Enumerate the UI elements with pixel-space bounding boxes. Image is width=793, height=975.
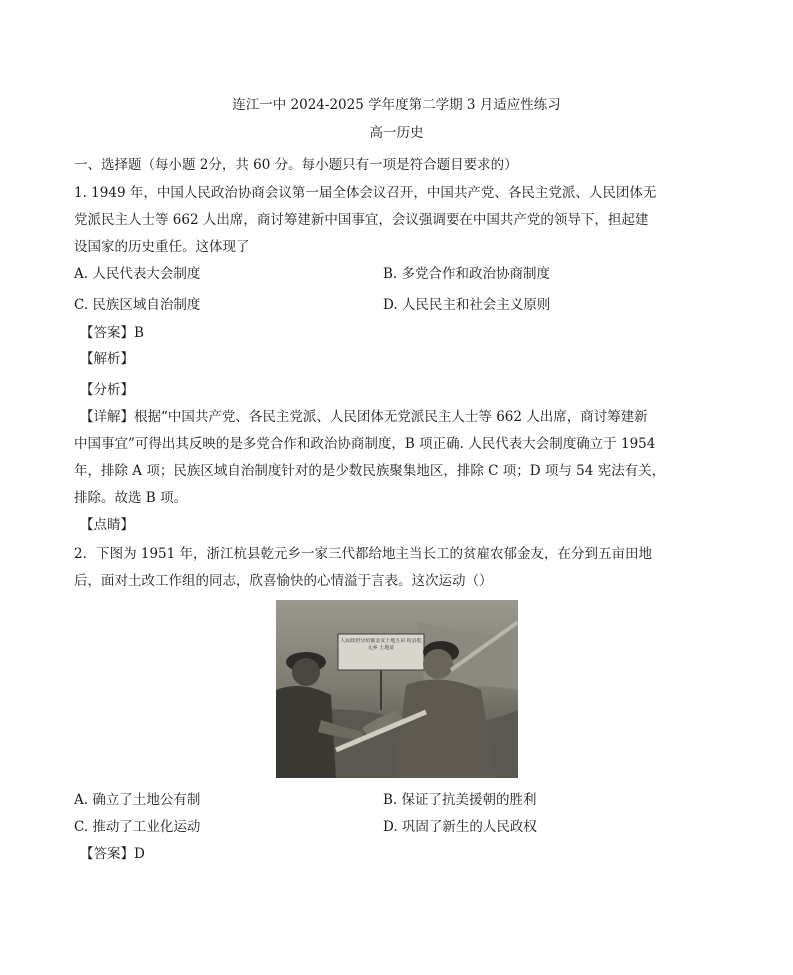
q1-detail-line-2: 中国事宜”可得出其反映的是多党合作和政治协商制度，B 项正确. 人民代表大会制度确立于 1954 xyxy=(74,436,656,452)
section-heading: 一、选择题（每小题 2分，共 60 分。每小题只有一项是符合题目要求的） xyxy=(74,157,518,173)
q2-option-c: C. 推动了工业化运动 xyxy=(74,819,201,835)
q1-option-c: C. 民族区域自治制度 xyxy=(74,297,201,313)
q1-line-2: 党派民主人士等 662 人出席，商讨筹建新中国事宜，会议强调要在中国共产党的领导下，担起建 xyxy=(74,212,649,228)
q1-option-b: B. 多党合作和政治协商制度 xyxy=(383,266,551,282)
photo-illustration xyxy=(276,600,518,778)
q1-line-3: 设国家的历史重任。这体现了 xyxy=(74,239,250,255)
q1-detail-line-4: 排除。故选 B 项。 xyxy=(74,490,188,506)
q1-option-d: D. 人民民主和社会主义原则 xyxy=(383,297,551,313)
q1-fenxi-label: 【分析】 xyxy=(80,382,134,398)
q1-option-a: A. 人民代表大会制度 xyxy=(74,266,201,282)
document-title: 连江一中 2024-2025 学年度第二学期 3 月适应性练习 xyxy=(232,97,561,113)
q1-answer: 【答案】B xyxy=(80,325,144,341)
q1-line-1: 1. 1949 年，中国人民政治协商会议第一届全体会议召开，中国共产党、各民主党派、人民团体无 xyxy=(74,185,657,201)
document-subject: 高一历史 xyxy=(369,125,424,141)
q2-answer: 【答案】D xyxy=(80,846,145,862)
photo-sign-text: 人民政府分给郁金友土地五亩 杭县乾元乡 土地证 xyxy=(340,638,422,651)
q1-dianjing-label: 【点睛】 xyxy=(80,517,134,533)
q2-line-1: 2．下图为 1951 年，浙江杭县乾元乡一家三代都给地主当长工的贫雇农郁金友，在分到五亩田地 xyxy=(74,546,653,562)
q2-option-d: D. 巩固了新生的人民政权 xyxy=(383,819,537,835)
q2-option-b: B. 保证了抗美援朝的胜利 xyxy=(383,792,537,808)
q1-analysis-label: 【解析】 xyxy=(80,351,134,367)
q2-line-2: 后，面对土改工作组的同志，欣喜愉快的心情溢于言表。这次运动（） xyxy=(74,573,493,589)
q1-detail-line-1: 【详解】根据“中国共产党、各民主党派、人民团体无党派民主人士等 662 人出席，商讨筹建新 xyxy=(80,409,648,425)
q2-option-a: A. 确立了土地公有制 xyxy=(74,792,201,808)
q1-detail-line-3: 年，排除 A 项；民族区域自治制度针对的是少数民族聚集地区，排除 C 项；D 项与 54 宪法有关， xyxy=(74,463,666,479)
land-reform-photo xyxy=(276,600,518,778)
